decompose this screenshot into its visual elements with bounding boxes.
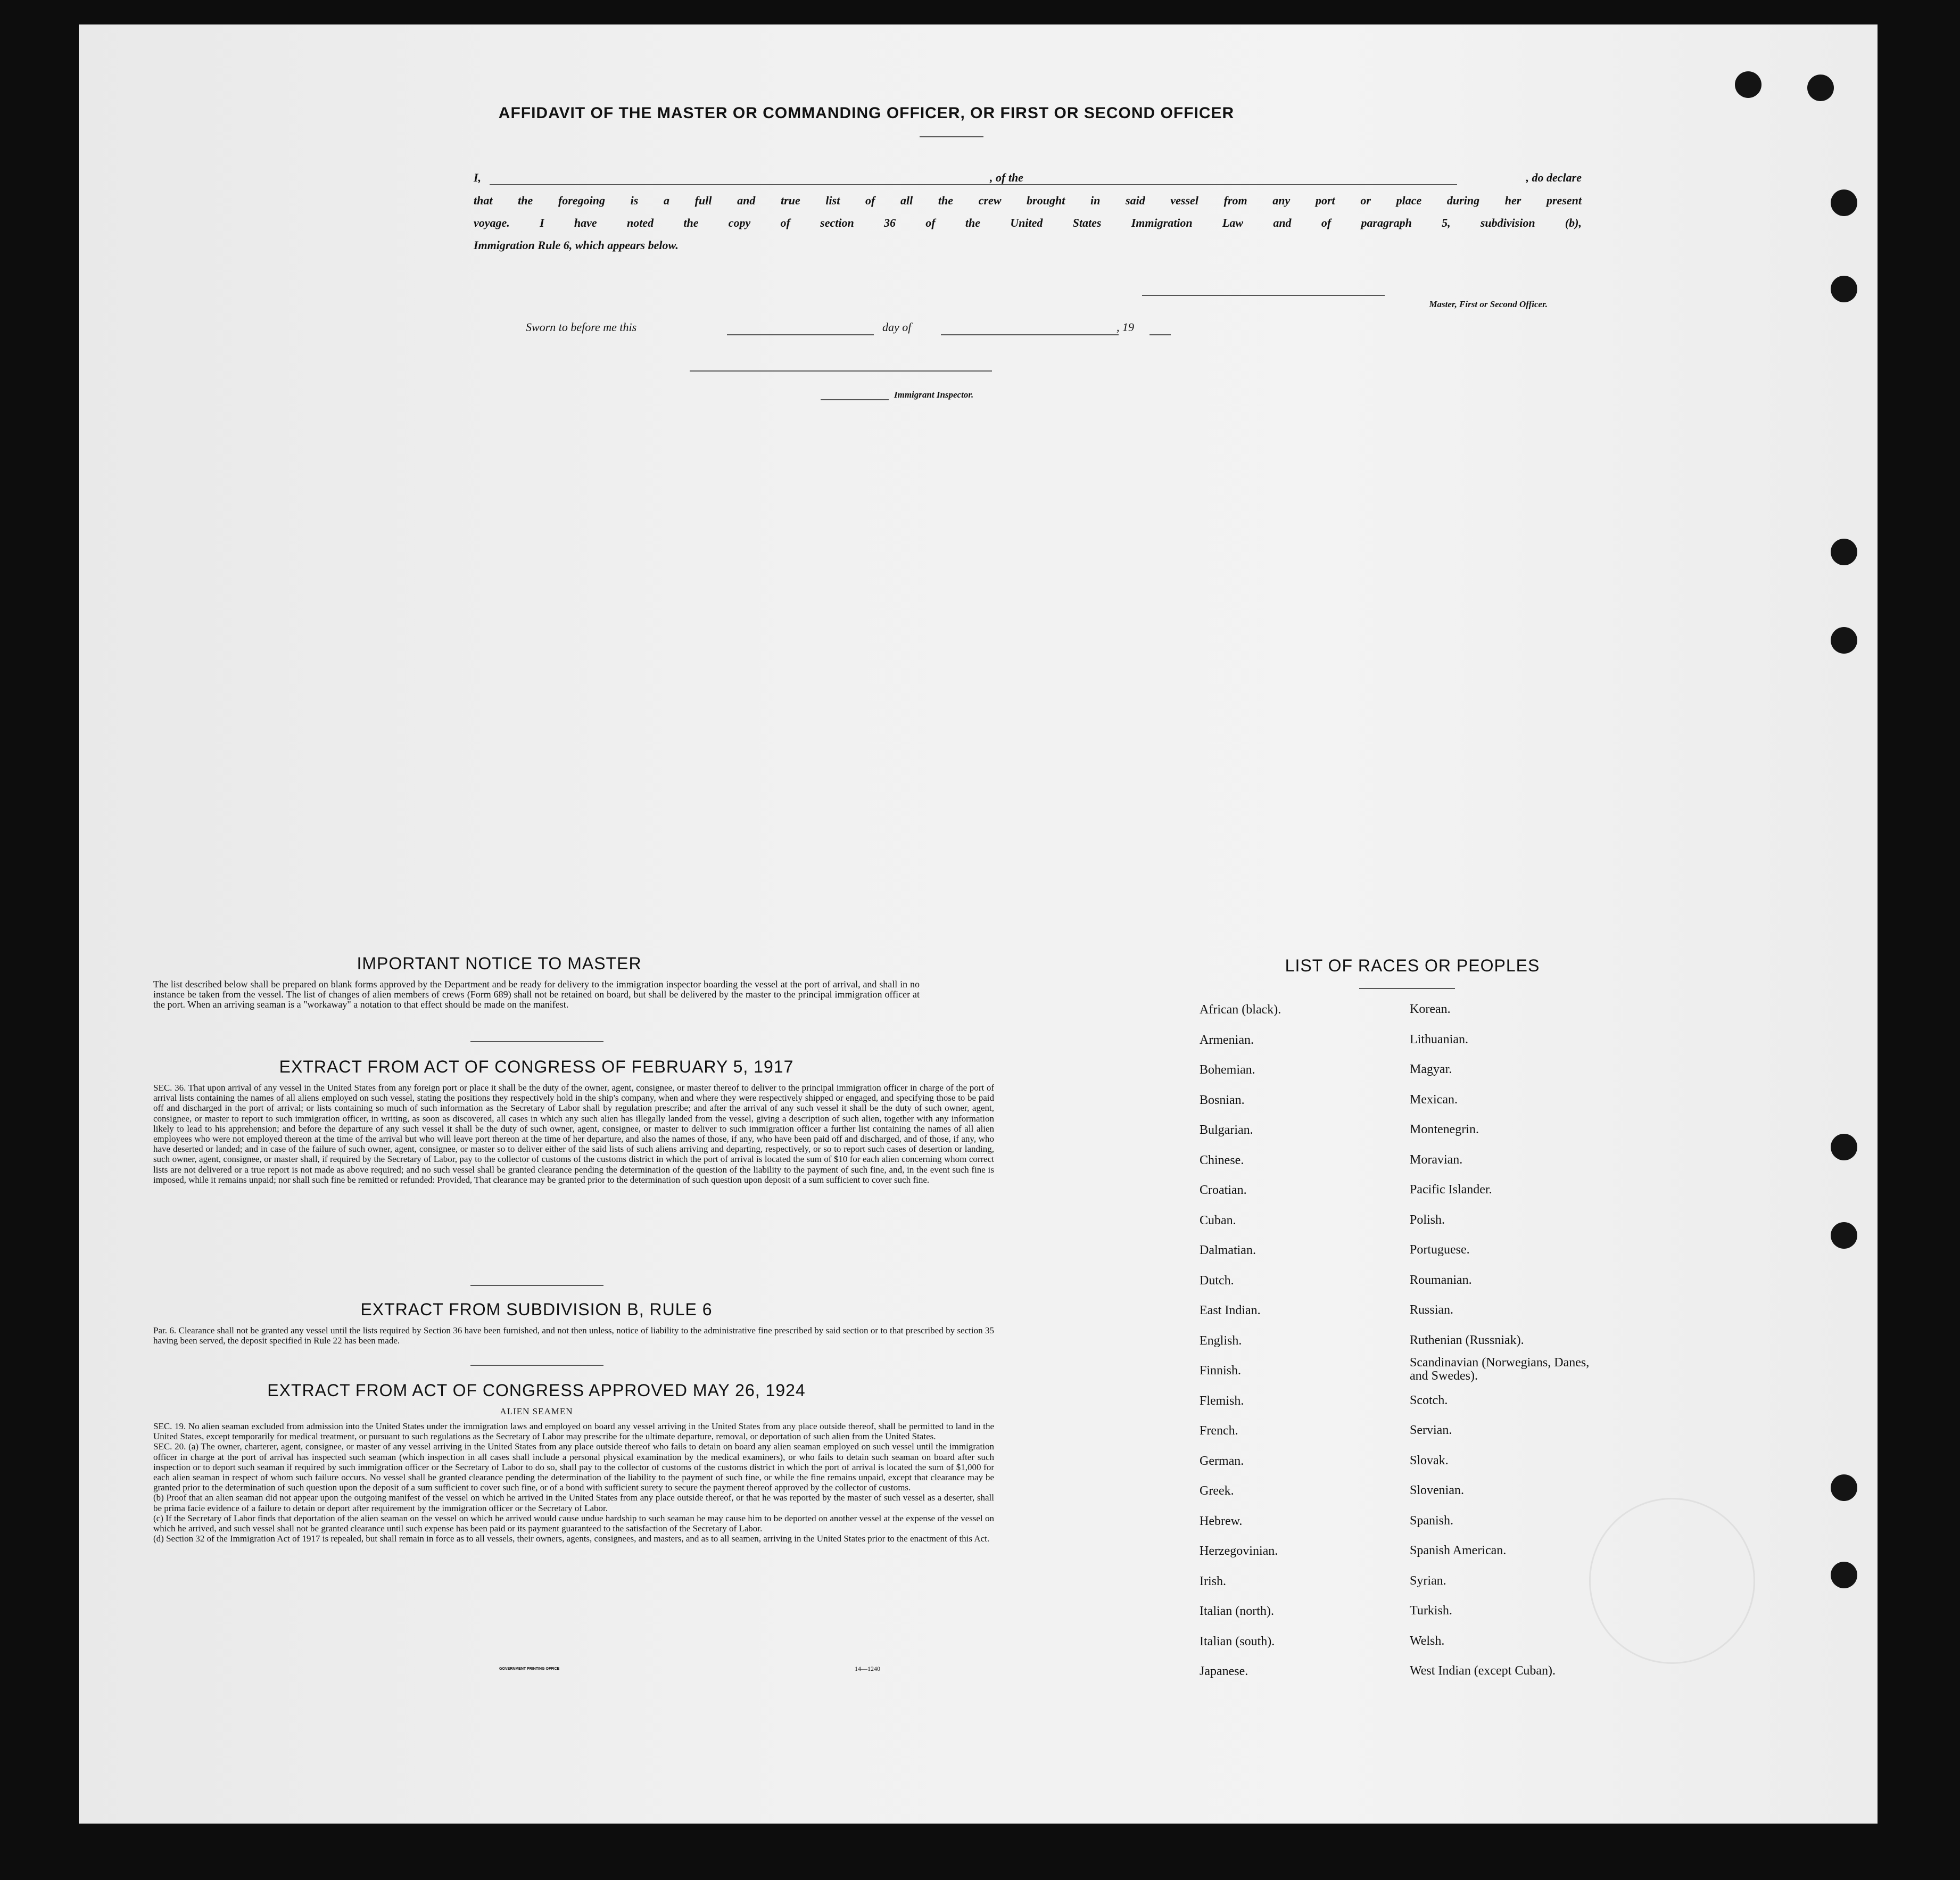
race-item: English. (1200, 1333, 1242, 1348)
section-divider (470, 1365, 603, 1366)
race-row (1200, 1394, 1625, 1424)
race-item: German. (1200, 1454, 1244, 1468)
race-row (1200, 1514, 1625, 1545)
race-row (1200, 1183, 1625, 1214)
race-item: Japanese. (1200, 1664, 1248, 1678)
race-item: Italian (south). (1200, 1634, 1275, 1648)
binder-hole (1831, 1474, 1857, 1501)
race-item: Bosnian. (1200, 1093, 1245, 1107)
race-item: Greek. (1200, 1484, 1234, 1498)
inspector-short-line (821, 399, 889, 400)
year-text: , 19 (1117, 320, 1134, 334)
race-item: Servian. (1410, 1423, 1452, 1437)
race-item: Lithuanian. (1410, 1032, 1468, 1046)
race-item: Dutch. (1200, 1273, 1234, 1288)
race-row (1200, 1214, 1625, 1244)
binder-hole (1807, 75, 1834, 101)
race-item: Polish. (1410, 1213, 1445, 1227)
race-item: Dalmatian. (1200, 1243, 1256, 1257)
race-item: Spanish American. (1410, 1544, 1507, 1557)
signature-line (1142, 295, 1385, 296)
binder-hole (1831, 1134, 1857, 1160)
affidavit-line-4: Immigration Rule 6, which appears below. (474, 238, 679, 252)
race-row (1200, 1153, 1625, 1184)
race-item: Armenian. (1200, 1033, 1254, 1047)
day-of-text: day of (882, 320, 912, 334)
race-row (1200, 1063, 1625, 1093)
printer-imprint: GOVERNMENT PRINTING OFFICE (499, 1667, 560, 1671)
race-item: Mexican. (1410, 1092, 1458, 1107)
race-item: Magyar. (1410, 1062, 1452, 1076)
sworn-text: Sworn to before me this (526, 320, 637, 334)
race-row (1200, 1093, 1625, 1124)
race-item: Scotch. (1410, 1393, 1448, 1407)
race-item: Flemish. (1200, 1393, 1244, 1408)
race-item: Bulgarian. (1200, 1123, 1253, 1137)
race-item: Italian (north). (1200, 1604, 1274, 1618)
race-item: Syrian. (1410, 1573, 1446, 1588)
affidavit-line-3: voyage. I have noted the copy of section 36 of the United States Immigration Law and of paragraph 5, subdivision (b), (474, 216, 1582, 229)
race-item: Herzegovinian. (1200, 1544, 1278, 1558)
year-blank (1149, 334, 1171, 335)
extract-1917-text: SEC. 36. That upon arrival of any vessel in the United States from any foreign port or place it shall be the duty of the owner, agent, consignee, or master thereof to deliver to the principal immigration officer in charge of the port of arrival lists containing the names of all aliens employed on such vessel, stating the positions they respectively hold in the ship's company, when and where they were respectively shipped or engaged, and specifying those to be paid off and discharged in the port of arrival; or lists containing so much of such information as the Secretary of Labor shall by regulation prescribe; and after the arrival of any such vessel it shall be the duty of such owner, agent, consignee, or master to report to such immigration officer, in writing, as soon as discovered, all cases in which any such alien has illegally landed from the vessel, giving a description of such alien, together with any information likely to lead to his apprehension; and before the departure of any such vessel it shall be the duty of such owner, agent, consignee, or master to deliver to such immigration officer a further list containing the names of all alien employees who were not employed thereon at the time of the arrival but who will leave port thereon at the time of her departure, and also the names of those, if any, who have been paid off and discharged, and of those, if any, who have deserted or landed; and in case of the failure of such owner, agent, consignee, or master so to deliver either of the said lists of such aliens arriving and departing, respectively, or so to report such cases of desertion or landing, such owner, agent, consignee, or master shall, if required by the Secretary of Labor, pay to the collector of customs of the customs district in which the port of arrival is located the sum of $10 for each alien concerning whom correct lists are not delivered or a true report is not made as above required; and no such vessel shall be granted clearance pending the determination of the question of the liability to the payment of such fine, and, in the event such fine is imposed, while it remains unpaid; nor shall such fine be remitted or refunded: Provided, That clearance may be granted prior to the determination of such question upon deposit of a sum sufficient to cover such fine. (153, 1083, 994, 1185)
race-row (1200, 1454, 1625, 1485)
race-item: Bohemian. (1200, 1063, 1255, 1077)
notice-title: IMPORTANT NOTICE TO MASTER (357, 954, 642, 973)
race-row (1200, 1484, 1625, 1514)
race-item: Slovenian. (1410, 1483, 1464, 1497)
rule6-text: Par. 6. Clearance shall not be granted any vessel until the lists required by Section 36 have been furnished, and not then unless, notice of liability to the administrative fine prescribed by said section or to that prescribed by section 35 having been served, the deposit specified in Rule 22 has been made. (153, 1325, 994, 1346)
race-item: Chinese. (1200, 1153, 1244, 1167)
inspector-caption: Immigrant Inspector. (894, 390, 974, 400)
race-row (1200, 1123, 1625, 1153)
affidavit-do-declare: , do declare (1526, 171, 1582, 184)
race-item: Roumanian. (1410, 1273, 1472, 1287)
binder-hole (1831, 627, 1857, 654)
race-item: Spanish. (1410, 1513, 1454, 1528)
race-item: Croatian. (1200, 1183, 1247, 1197)
race-row (1200, 1424, 1625, 1454)
day-blank (727, 334, 874, 335)
affidavit-of-the: , of the (990, 171, 1023, 184)
form-sheet (79, 24, 1878, 1824)
races-title: LIST OF RACES OR PEOPLES (1285, 956, 1540, 975)
race-row (1200, 1304, 1625, 1334)
inspector-signature-line (690, 370, 992, 372)
race-item: Portuguese. (1410, 1243, 1470, 1257)
race-item: Turkish. (1410, 1604, 1452, 1618)
embossed-seal (1589, 1498, 1755, 1664)
races-divider (1359, 988, 1455, 989)
race-row (1200, 1604, 1625, 1635)
race-row (1200, 1003, 1625, 1033)
binder-hole (1831, 1222, 1857, 1249)
race-item: West Indian (except Cuban). (1410, 1664, 1556, 1678)
race-item: Scandinavian (Norwegians, Danes, and Swedes). (1410, 1356, 1590, 1383)
race-item: Moravian. (1410, 1152, 1463, 1167)
race-item: Welsh. (1410, 1634, 1445, 1648)
race-item: Finnish. (1200, 1364, 1242, 1378)
race-row (1200, 1243, 1625, 1274)
binder-hole (1735, 71, 1761, 98)
signature-caption: Master, First or Second Officer. (1429, 299, 1548, 309)
rule6-title: EXTRACT FROM SUBDIVISION B, RULE 6 (360, 1300, 713, 1319)
extract-1917-title: EXTRACT FROM ACT OF CONGRESS OF FEBRUARY 5, 1917 (279, 1057, 794, 1076)
affidavit-i: I, (474, 171, 482, 184)
race-item: Russian. (1410, 1303, 1454, 1317)
extract-1924-subtitle: ALIEN SEAMEN (500, 1406, 573, 1416)
section-divider (470, 1041, 603, 1042)
binder-hole (1831, 1562, 1857, 1588)
race-item: Korean. (1410, 1002, 1451, 1016)
race-item: Ruthenian (Russniak). (1410, 1333, 1524, 1347)
binder-hole (1831, 276, 1857, 302)
race-row (1200, 1033, 1625, 1063)
races-list (1200, 1003, 1625, 1695)
binder-hole (1831, 189, 1857, 216)
race-item: Slovak. (1410, 1453, 1449, 1467)
race-item: Irish. (1200, 1574, 1226, 1588)
race-row (1200, 1544, 1625, 1574)
race-item: French. (1200, 1424, 1238, 1438)
section-divider (470, 1285, 603, 1286)
extract-1924-text: SEC. 19. No alien seaman excluded from admission into the United States under the immigration laws and employed on board any vessel arriving in the United States from any place outside thereof, shall be permitted to land in the United States, except temporarily for medical treatment, or pursuant to such regulations as the Secretary of Labor may prescribe for the ultimate departure, removal, or deportation of such alien from the United States. SEC. 20. (a) The owner, charterer, agent, consignee, or master of any vessel arriving in the United States from any place outside thereof who fails to detain on board any alien seaman employed on such vessel until the immigration officer in charge at the port of arrival has inspected such seaman (which inspection in all cases shall include a personal physical examination by the medical examiners), or who fails to detain such seaman on board after such inspection or to deport such seaman if required by such immigration officer or the Secretary of Labor to do so, shall pay to the collector of customs of the customs district in which the port of arrival is located the sum of $1,000 for each alien seaman in respect of whom such failure occurs. No vessel shall be granted clearance pending the determination of the liability to the payment of such fine, or while the fine remains unpaid, except that clearance may be granted prior to the determination of such question upon the deposit of a sum sufficient to cover such fine, or of a bond with sufficient surety to secure the payment thereof approved by the collector of customs. (b) Proof that an alien seaman did not appear upon the outgoing manifest of the vessel on which he arrived in the United States from any place outside thereof, or that he was reported by the master of such vessel as a deserter, shall be prima facie evidence of a failure to detain or deport after requirement by the immigration officer or the Secretary of Labor. (c) If the Secretary of Labor finds that deportation of the alien seaman on the vessel on which he arrived would cause undue hardship to such seaman he may cause him to be deported on another vessel at the expense of the vessel on which he arrived, and such vessel shall not be granted clearance until such expense has been paid or its payment guaranteed to the satisfaction of the Secretary of Labor. (d) Section 32 of the Immigration Act of 1917 is repealed, but shall remain in force as to all vessels, their owners, agents, consignees, and masters, and as to all seamen, arriving in the United States prior to the enactment of this Act. (153, 1421, 994, 1544)
race-row (1200, 1574, 1625, 1605)
month-blank (941, 334, 1119, 335)
extract-1924-title: EXTRACT FROM ACT OF CONGRESS APPROVED MAY 26, 1924 (267, 1381, 806, 1400)
race-item: Cuban. (1200, 1213, 1236, 1227)
race-row (1200, 1274, 1625, 1304)
race-item: Pacific Islander. (1410, 1183, 1492, 1197)
race-row (1200, 1356, 1625, 1394)
race-item: Hebrew. (1200, 1514, 1243, 1528)
affidavit-title: AFFIDAVIT OF THE MASTER OR COMMANDING OFFICER, OR FIRST OR SECOND OFFICER (498, 104, 1235, 122)
binder-hole (1831, 539, 1857, 565)
race-item: East Indian. (1200, 1304, 1261, 1317)
race-row (1200, 1664, 1625, 1695)
race-item: Montenegrin. (1410, 1123, 1479, 1136)
title-divider (920, 136, 983, 137)
name-blank (490, 184, 1069, 185)
form-number: 14—1240 (855, 1665, 880, 1672)
affidavit-line-2: that the foregoing is a full and true list of all the crew brought in said vessel from any port or place during her present (474, 194, 1582, 207)
race-item: African (black). (1200, 1003, 1281, 1017)
notice-text: The list described below shall be prepared on blank forms approved by the Department and be ready for delivery to the immigration inspector boarding the vessel at the port of arrival, and shall in no instance be taken from the vessel. The list of changes of alien members of crews (Form 689) shall not be retained on board, but shall be delivered by the master to the principal immigration officer at the port. When an arriving seaman is a "workaway" a notation to that effect should be made on the manifest. (153, 979, 920, 1010)
race-row (1200, 1635, 1625, 1665)
